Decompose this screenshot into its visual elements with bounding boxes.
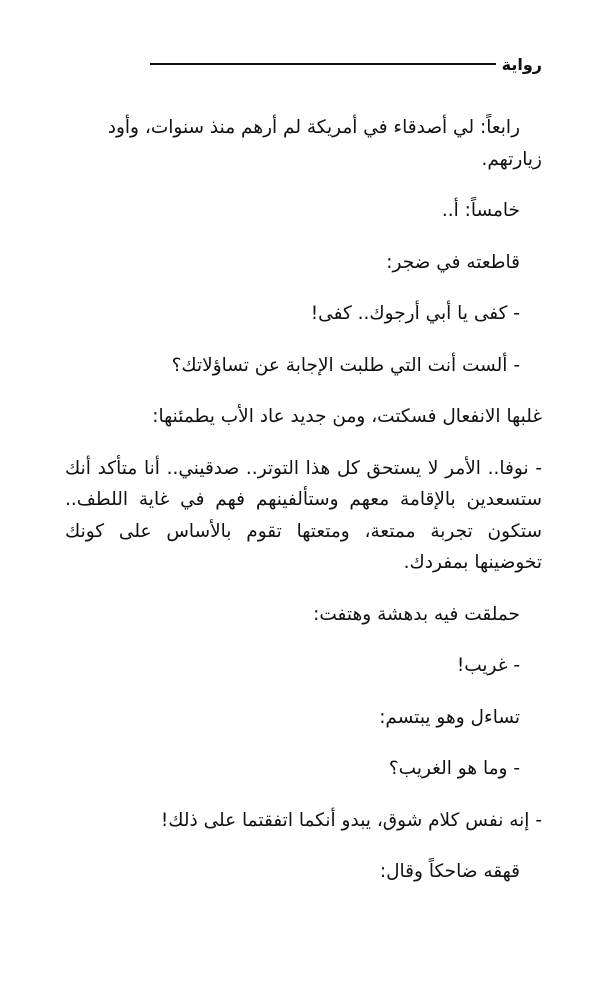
paragraph-stared: حملقت فيه بدهشة وهتفت: (313, 603, 520, 625)
section-label: رواية (501, 54, 542, 74)
paragraph-fourth-point: رابعاً: لي أصدقاء في أمريكة لم أرهم منذ سنوات، وأود زيارتهم. (107, 117, 542, 170)
dialogue-your-questions: - ألست أنت التي طلبت الإجابة عن تساؤلاتك؟ (171, 354, 520, 376)
paragraph-smiling: تساءل وهو يبتسم: (379, 706, 520, 728)
page-header (150, 52, 542, 76)
paragraph-laughed: قهقه ضاحكاً وقال: (379, 861, 520, 882)
header-rule (150, 63, 496, 65)
paragraph-fifth-point: خامساً: أ.. (441, 200, 520, 221)
dialogue-nova-reassurance: - نوفا.. الأمر لا يستحق كل هذا التوتر.. صدقيني.. أنا متأكد أنك ستسعدين بالإقامة معهم وستألفينهم فهم في غاية اللطف.. ستكون تجربة ممتعة، ومتعتها تقوم بالأساس على كونك تخوضينها بمفردك. (65, 457, 542, 573)
paragraph-interrupt: قاطعته في ضجر: (386, 251, 520, 273)
dialogue-strange: - غريب! (456, 655, 520, 676)
dialogue-enough-father: - كفى يا أبي أرجوك.. كفى! (310, 303, 520, 324)
dialogue-shouq-words: - إنه نفس كلام شوق، يبدو أنكما اتفقتما على ذلك! (160, 809, 542, 831)
paragraph-emotion: غلبها الانفعال فسكتت، ومن جديد عاد الأب يطمئنها: (152, 406, 542, 427)
body-text (65, 112, 542, 908)
dialogue-what-strange: - وما هو الغريب؟ (388, 758, 520, 779)
